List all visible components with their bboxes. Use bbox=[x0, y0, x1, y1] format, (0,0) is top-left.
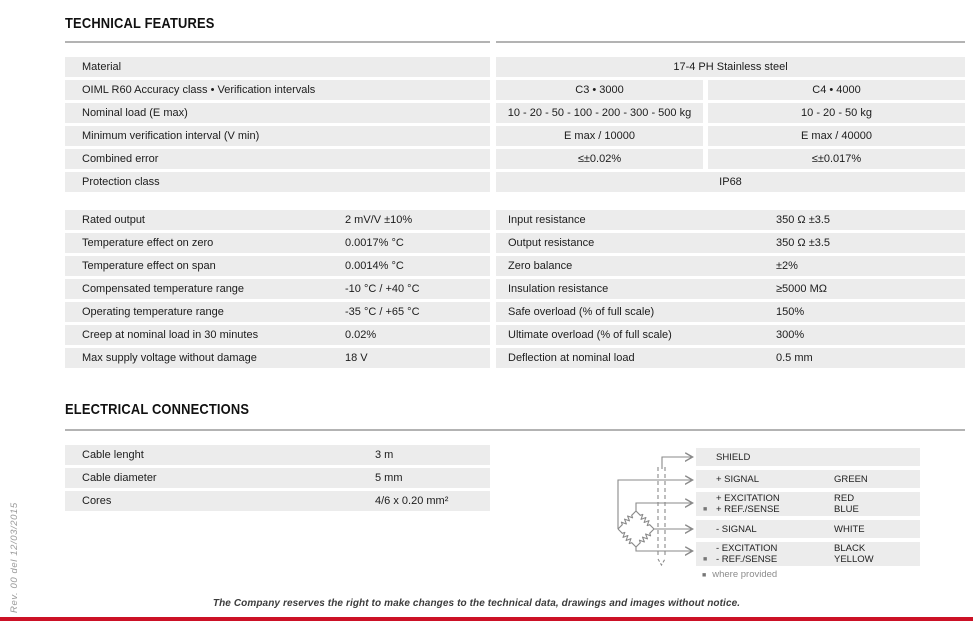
wire-function: + REF./SENSE bbox=[716, 504, 780, 515]
table-row bbox=[496, 348, 965, 368]
table-row bbox=[65, 348, 490, 368]
row-values bbox=[496, 80, 965, 100]
row-label: Nominal load (E max) bbox=[65, 103, 490, 123]
divider bbox=[65, 429, 965, 431]
row-label: Temperature effect on span bbox=[82, 260, 216, 272]
row-label: Ultimate overload (% of full scale) bbox=[508, 329, 672, 341]
section-title-electrical-connections bbox=[65, 401, 279, 418]
cable-table bbox=[65, 445, 490, 514]
row-value: 0.0014% °C bbox=[345, 260, 404, 272]
row-value: 2 mV/V ±10% bbox=[345, 214, 413, 226]
wiring-line bbox=[696, 474, 920, 485]
wire-color: BLACK bbox=[834, 543, 866, 554]
cable-dashed-tip bbox=[658, 559, 665, 565]
row-value: 0.0017% °C bbox=[345, 237, 404, 249]
row-label: Cores bbox=[82, 495, 112, 507]
row-value-c3: C3 • 3000 bbox=[496, 80, 703, 100]
wiring-line bbox=[696, 504, 920, 515]
section-title-text: ELECTRICAL CONNECTIONS bbox=[65, 401, 250, 418]
table-row bbox=[65, 491, 490, 511]
load-cell-bridge-diagram bbox=[608, 443, 700, 583]
row-label: Operating temperature range bbox=[82, 306, 224, 318]
row-value-c4: E max / 40000 bbox=[708, 126, 965, 146]
wiring-row bbox=[696, 542, 920, 566]
row-value: 350 Ω ±3.5 bbox=[776, 214, 831, 226]
table-row bbox=[496, 279, 965, 299]
table-row bbox=[65, 256, 490, 276]
table-row bbox=[496, 233, 965, 253]
row-value-c4: 10 - 20 - 50 kg bbox=[708, 103, 965, 123]
row-label: Cable lenght bbox=[82, 449, 144, 461]
wire-color: RED bbox=[834, 493, 855, 504]
row-value: -35 °C / +65 °C bbox=[345, 306, 420, 318]
wiring-row bbox=[696, 520, 920, 538]
wire-arrows bbox=[618, 457, 692, 565]
spec-table bbox=[65, 57, 965, 195]
row-label: Combined error bbox=[65, 149, 490, 169]
row-value: 300% bbox=[776, 329, 805, 341]
row-value: 4/6 x 0.20 mm² bbox=[375, 495, 449, 507]
table-row bbox=[65, 210, 490, 230]
square-marker: ■ bbox=[702, 572, 707, 579]
row-value: 150% bbox=[776, 306, 805, 318]
table-row bbox=[65, 445, 490, 465]
row-label: Input resistance bbox=[508, 214, 586, 226]
table-row bbox=[65, 172, 965, 192]
row-values bbox=[496, 149, 965, 169]
table-row bbox=[65, 468, 490, 488]
row-values bbox=[496, 103, 965, 123]
characteristics-table-left bbox=[65, 210, 490, 371]
wire-function: + EXCITATION bbox=[716, 493, 780, 504]
disclaimer-text: The Company reserves the right to make changes to the technical data, drawings and images without notice. bbox=[212, 598, 741, 609]
wiring-line bbox=[696, 554, 920, 565]
wiring-line bbox=[696, 452, 920, 463]
row-value-c3: E max / 10000 bbox=[496, 126, 703, 146]
wire-color: BLUE bbox=[834, 504, 859, 515]
table-row bbox=[65, 126, 965, 146]
row-value-c3: ≤±0.02% bbox=[496, 149, 703, 169]
wire-function: + SIGNAL bbox=[716, 473, 760, 485]
row-values bbox=[496, 172, 965, 192]
table-row bbox=[65, 149, 965, 169]
wire-function: - SIGNAL bbox=[716, 523, 757, 535]
wire-color: GREEN bbox=[834, 473, 868, 485]
row-values bbox=[496, 126, 965, 146]
wiring-row bbox=[696, 448, 920, 466]
wiring-footnote bbox=[702, 569, 777, 582]
row-value-c3: 10 - 20 - 50 - 100 - 200 - 300 - 500 kg bbox=[496, 103, 703, 123]
row-label: Compensated temperature range bbox=[82, 283, 245, 295]
row-label: Rated output bbox=[82, 214, 145, 226]
table-row bbox=[65, 233, 490, 253]
row-label: Temperature effect on zero bbox=[82, 237, 214, 249]
row-value: ±2% bbox=[776, 260, 798, 272]
row-value-merged: IP68 bbox=[496, 172, 965, 192]
wire-function: - REF./SENSE bbox=[716, 554, 778, 565]
table-row bbox=[65, 80, 965, 100]
row-values bbox=[496, 57, 965, 77]
row-label: Deflection at nominal load bbox=[508, 352, 635, 364]
accent-bar bbox=[0, 617, 973, 621]
row-value: 18 V bbox=[345, 352, 368, 364]
table-row bbox=[65, 279, 490, 299]
row-label: Creep at nominal load in 30 minutes bbox=[82, 329, 259, 341]
table-row bbox=[496, 325, 965, 345]
wiring-footnote-text: where provided bbox=[712, 569, 778, 580]
wheatstone-bridge bbox=[618, 511, 654, 547]
row-label: Protection class bbox=[65, 172, 490, 192]
row-label: OIML R60 Accuracy class • Verification intervals bbox=[65, 80, 490, 100]
table-row bbox=[65, 57, 965, 77]
row-value: 3 m bbox=[375, 449, 394, 461]
square-marker bbox=[696, 493, 716, 504]
wiring-line bbox=[696, 493, 920, 504]
row-label: Material bbox=[65, 57, 490, 77]
wire-function: - EXCITATION bbox=[716, 543, 778, 554]
row-value: 350 Ω ±3.5 bbox=[776, 237, 831, 249]
row-label: Output resistance bbox=[508, 237, 595, 249]
row-label: Minimum verification interval (V min) bbox=[65, 126, 490, 146]
wire-function: SHIELD bbox=[716, 451, 751, 463]
row-value-merged: 17-4 PH Stainless steel bbox=[496, 57, 965, 77]
row-label: Insulation resistance bbox=[508, 283, 609, 295]
wiring-line bbox=[696, 543, 920, 554]
row-value: 5 mm bbox=[375, 472, 403, 484]
row-label: Safe overload (% of full scale) bbox=[508, 306, 655, 318]
divider bbox=[496, 41, 965, 43]
row-value-c4: ≤±0.017% bbox=[708, 149, 965, 169]
row-value-c4: C4 • 4000 bbox=[708, 80, 965, 100]
section-title-text: TECHNICAL FEATURES bbox=[65, 15, 215, 32]
wire-color: WHITE bbox=[834, 523, 865, 535]
square-marker bbox=[696, 452, 716, 463]
table-row bbox=[496, 210, 965, 230]
wiring-label-list bbox=[696, 448, 920, 566]
row-label: Zero balance bbox=[508, 260, 573, 272]
square-marker bbox=[696, 543, 716, 554]
table-row bbox=[496, 256, 965, 276]
table-row bbox=[65, 302, 490, 322]
row-label: Max supply voltage without damage bbox=[82, 352, 257, 364]
square-marker bbox=[696, 524, 716, 535]
row-value: 0.5 mm bbox=[776, 352, 813, 364]
table-row bbox=[496, 302, 965, 322]
section-title-technical-features bbox=[65, 15, 239, 32]
square-marker bbox=[696, 474, 716, 485]
square-marker: ■ bbox=[703, 556, 708, 563]
wiring-line bbox=[696, 524, 920, 535]
wire-color: YELLOW bbox=[834, 554, 874, 565]
square-marker: ■ bbox=[703, 506, 708, 513]
divider bbox=[65, 41, 490, 43]
table-row bbox=[65, 325, 490, 345]
row-value: -10 °C / +40 °C bbox=[345, 283, 420, 295]
row-value: ≥5000 MΩ bbox=[776, 283, 827, 295]
table-row bbox=[65, 103, 965, 123]
row-label: Cable diameter bbox=[82, 472, 157, 484]
wiring-row bbox=[696, 470, 920, 488]
revision-label: Rev. 00 del 12/03/2015 bbox=[9, 502, 20, 613]
characteristics-table-right bbox=[496, 210, 965, 371]
row-value: 0.02% bbox=[345, 329, 377, 341]
wiring-row bbox=[696, 492, 920, 516]
